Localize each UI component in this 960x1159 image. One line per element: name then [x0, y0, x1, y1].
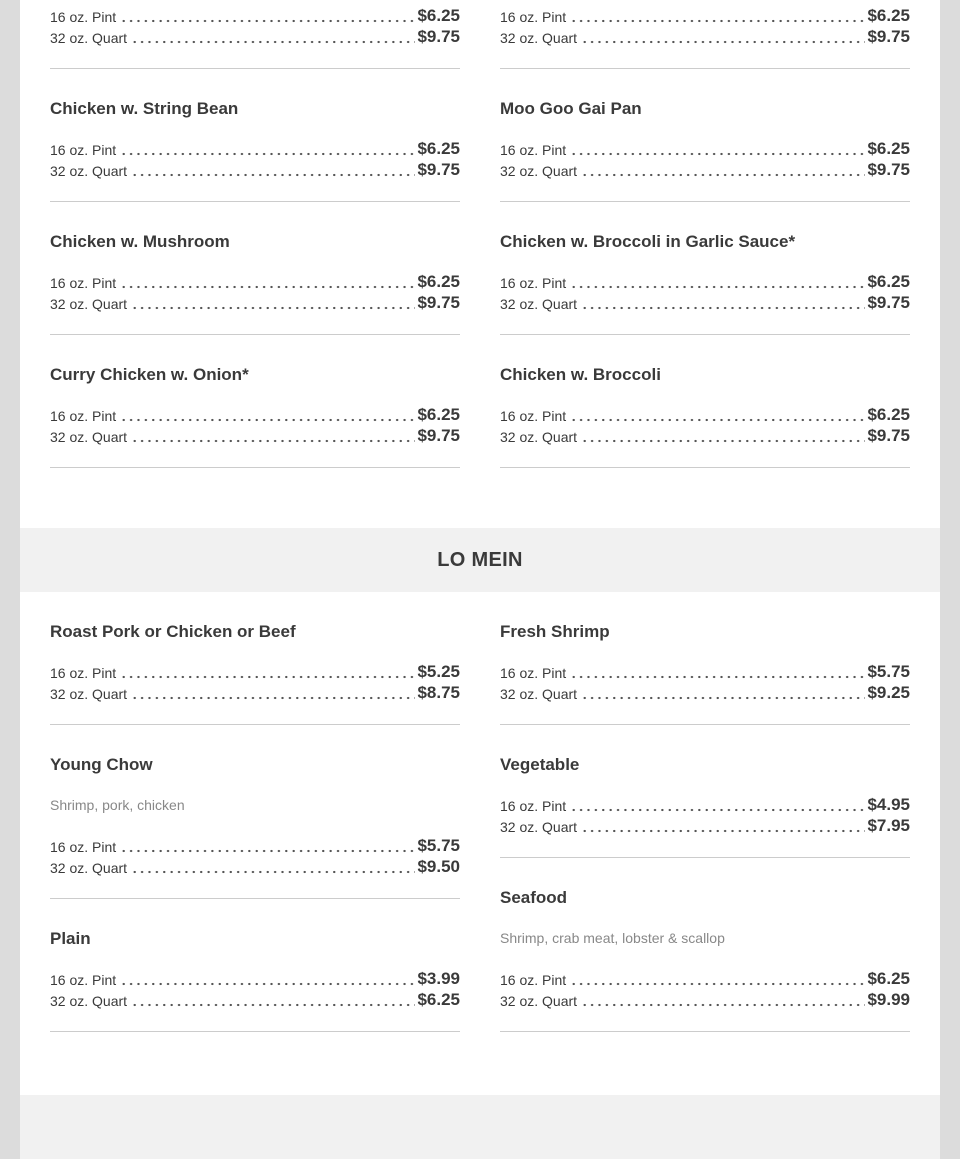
- size-label: 32 oz. Quart: [500, 30, 578, 46]
- price-row: [500, 293, 910, 313]
- price-row: [50, 857, 460, 877]
- item-divider: [50, 68, 460, 69]
- item-name: Chicken w. Broccoli: [500, 365, 661, 384]
- section-header-lo-mein: [20, 528, 940, 592]
- menu-page: [20, 0, 940, 1117]
- price-row: [50, 272, 460, 292]
- price: $6.25: [867, 6, 910, 25]
- dot-leader: [120, 667, 415, 679]
- price-row: [500, 6, 910, 26]
- size-label: 32 oz. Quart: [50, 686, 128, 702]
- menu-item: [50, 622, 460, 702]
- size-label: 32 oz. Quart: [500, 819, 578, 835]
- price-row: [50, 27, 460, 47]
- price: $9.75: [417, 293, 460, 312]
- dot-leader: [131, 431, 415, 443]
- item-description: Shrimp, pork, chicken: [50, 797, 185, 813]
- price: $9.75: [417, 27, 460, 46]
- price: $5.75: [417, 836, 460, 855]
- price-row: [50, 990, 460, 1010]
- dot-leader: [131, 165, 415, 177]
- price: $6.25: [417, 990, 460, 1009]
- price-row: [500, 139, 910, 159]
- dot-leader: [120, 277, 415, 289]
- price-row: [500, 795, 910, 815]
- menu-item: [50, 232, 460, 312]
- item-divider: [500, 68, 910, 69]
- size-label: 32 oz. Quart: [50, 296, 128, 312]
- size-label: 16 oz. Pint: [50, 275, 117, 291]
- price: $7.95: [867, 816, 910, 835]
- menu-item: [50, 99, 460, 179]
- dot-leader: [570, 410, 865, 422]
- price-row: [500, 662, 910, 682]
- dot-leader: [581, 165, 865, 177]
- dot-leader: [570, 11, 865, 23]
- menu-item: [500, 365, 910, 445]
- price: $9.25: [867, 683, 910, 702]
- item-name: Curry Chicken w. Onion*: [50, 365, 249, 384]
- dot-leader: [581, 821, 865, 833]
- dot-leader: [581, 688, 865, 700]
- menu-item: [500, 622, 910, 702]
- price: $5.25: [417, 662, 460, 681]
- menu-item: [500, 888, 910, 1009]
- dot-leader: [120, 144, 415, 156]
- dot-leader: [120, 974, 415, 986]
- item-divider: [500, 467, 910, 468]
- menu-item: [500, 755, 910, 835]
- item-divider: [50, 201, 460, 202]
- menu-item: [50, 365, 460, 445]
- price: $6.25: [867, 139, 910, 158]
- price: $5.75: [867, 662, 910, 681]
- dot-leader: [581, 32, 865, 44]
- menu-item: [50, 929, 460, 1009]
- item-divider: [50, 467, 460, 468]
- size-label: 16 oz. Pint: [500, 972, 567, 988]
- price: $6.25: [417, 6, 460, 25]
- price-row: [50, 969, 460, 989]
- size-label: 32 oz. Quart: [500, 429, 578, 445]
- size-label: 16 oz. Pint: [50, 839, 117, 855]
- price: $8.75: [417, 683, 460, 702]
- item-divider: [500, 334, 910, 335]
- price: $9.99: [867, 990, 910, 1009]
- dot-leader: [120, 841, 415, 853]
- item-divider: [50, 898, 460, 899]
- price-row: [50, 683, 460, 703]
- price-row: [500, 990, 910, 1010]
- size-label: 16 oz. Pint: [50, 972, 117, 988]
- price-row: [500, 405, 910, 425]
- menu-item: [500, 232, 910, 312]
- section-header-next: [20, 1095, 940, 1159]
- price-row: [50, 293, 460, 313]
- size-label: 16 oz. Pint: [500, 665, 567, 681]
- dot-leader: [570, 144, 865, 156]
- dot-leader: [131, 32, 415, 44]
- price-row: [50, 405, 460, 425]
- dot-leader: [570, 800, 865, 812]
- price-row: [500, 816, 910, 836]
- size-label: 16 oz. Pint: [500, 275, 567, 291]
- size-label: 16 oz. Pint: [50, 142, 117, 158]
- dot-leader: [131, 862, 415, 874]
- size-label: 32 oz. Quart: [500, 993, 578, 1009]
- price-row: [50, 160, 460, 180]
- dot-leader: [570, 277, 865, 289]
- size-label: 16 oz. Pint: [500, 142, 567, 158]
- price-row: [500, 27, 910, 47]
- dot-leader: [131, 688, 415, 700]
- price: $9.75: [417, 160, 460, 179]
- dot-leader: [581, 995, 865, 1007]
- price: $6.25: [417, 272, 460, 291]
- price-row: [50, 139, 460, 159]
- menu-item: [500, 99, 910, 179]
- price: $4.95: [867, 795, 910, 814]
- price-row: [50, 836, 460, 856]
- price-row: [500, 160, 910, 180]
- price: $6.25: [867, 969, 910, 988]
- item-description: Shrimp, crab meat, lobster & scallop: [500, 930, 725, 946]
- dot-leader: [570, 974, 865, 986]
- dot-leader: [581, 298, 865, 310]
- price: $6.25: [867, 272, 910, 291]
- menu-item: [50, 755, 460, 876]
- size-label: 32 oz. Quart: [50, 163, 128, 179]
- section-title: LO MEIN: [437, 548, 523, 571]
- price-row: [500, 426, 910, 446]
- size-label: 32 oz. Quart: [500, 163, 578, 179]
- item-name: Moo Goo Gai Pan: [500, 99, 642, 118]
- item-name: Chicken w. Mushroom: [50, 232, 230, 251]
- dot-leader: [581, 431, 865, 443]
- price: $9.75: [867, 160, 910, 179]
- item-name: Chicken w. Broccoli in Garlic Sauce*: [500, 232, 796, 251]
- price-row: [50, 426, 460, 446]
- price: $6.25: [867, 405, 910, 424]
- size-label: 32 oz. Quart: [50, 429, 128, 445]
- price: $9.75: [417, 426, 460, 445]
- dot-leader: [120, 410, 415, 422]
- dot-leader: [131, 995, 415, 1007]
- item-divider: [500, 1031, 910, 1032]
- size-label: 16 oz. Pint: [500, 9, 567, 25]
- size-label: 16 oz. Pint: [50, 9, 117, 25]
- size-label: 32 oz. Quart: [500, 296, 578, 312]
- item-name: Roast Pork or Chicken or Beef: [50, 622, 296, 641]
- size-label: 32 oz. Quart: [50, 993, 128, 1009]
- price-row: [50, 6, 460, 26]
- price: $9.75: [867, 426, 910, 445]
- item-divider: [500, 724, 910, 725]
- price: $3.99: [417, 969, 460, 988]
- item-name: Fresh Shrimp: [500, 622, 610, 641]
- size-label: 32 oz. Quart: [50, 860, 128, 876]
- dot-leader: [131, 298, 415, 310]
- price: $9.75: [867, 293, 910, 312]
- size-label: 32 oz. Quart: [500, 686, 578, 702]
- price: $6.25: [417, 405, 460, 424]
- size-label: 16 oz. Pint: [500, 408, 567, 424]
- item-name: Vegetable: [500, 755, 580, 774]
- price-row: [500, 683, 910, 703]
- item-divider: [500, 857, 910, 858]
- item-name: Chicken w. String Bean: [50, 99, 239, 118]
- size-label: 16 oz. Pint: [500, 798, 567, 814]
- item-divider: [50, 1031, 460, 1032]
- price-row: [50, 662, 460, 682]
- size-label: 32 oz. Quart: [50, 30, 128, 46]
- price-row: [500, 272, 910, 292]
- price-row: [500, 969, 910, 989]
- size-label: 16 oz. Pint: [50, 408, 117, 424]
- price: $9.75: [867, 27, 910, 46]
- dot-leader: [120, 11, 415, 23]
- size-label: 16 oz. Pint: [50, 665, 117, 681]
- item-divider: [50, 334, 460, 335]
- item-divider: [50, 724, 460, 725]
- item-divider: [500, 201, 910, 202]
- item-name: Young Chow: [50, 755, 153, 774]
- price: $9.50: [417, 857, 460, 876]
- dot-leader: [570, 667, 865, 679]
- price: $6.25: [417, 139, 460, 158]
- item-name: Seafood: [500, 888, 568, 907]
- item-name: Plain: [50, 929, 91, 948]
